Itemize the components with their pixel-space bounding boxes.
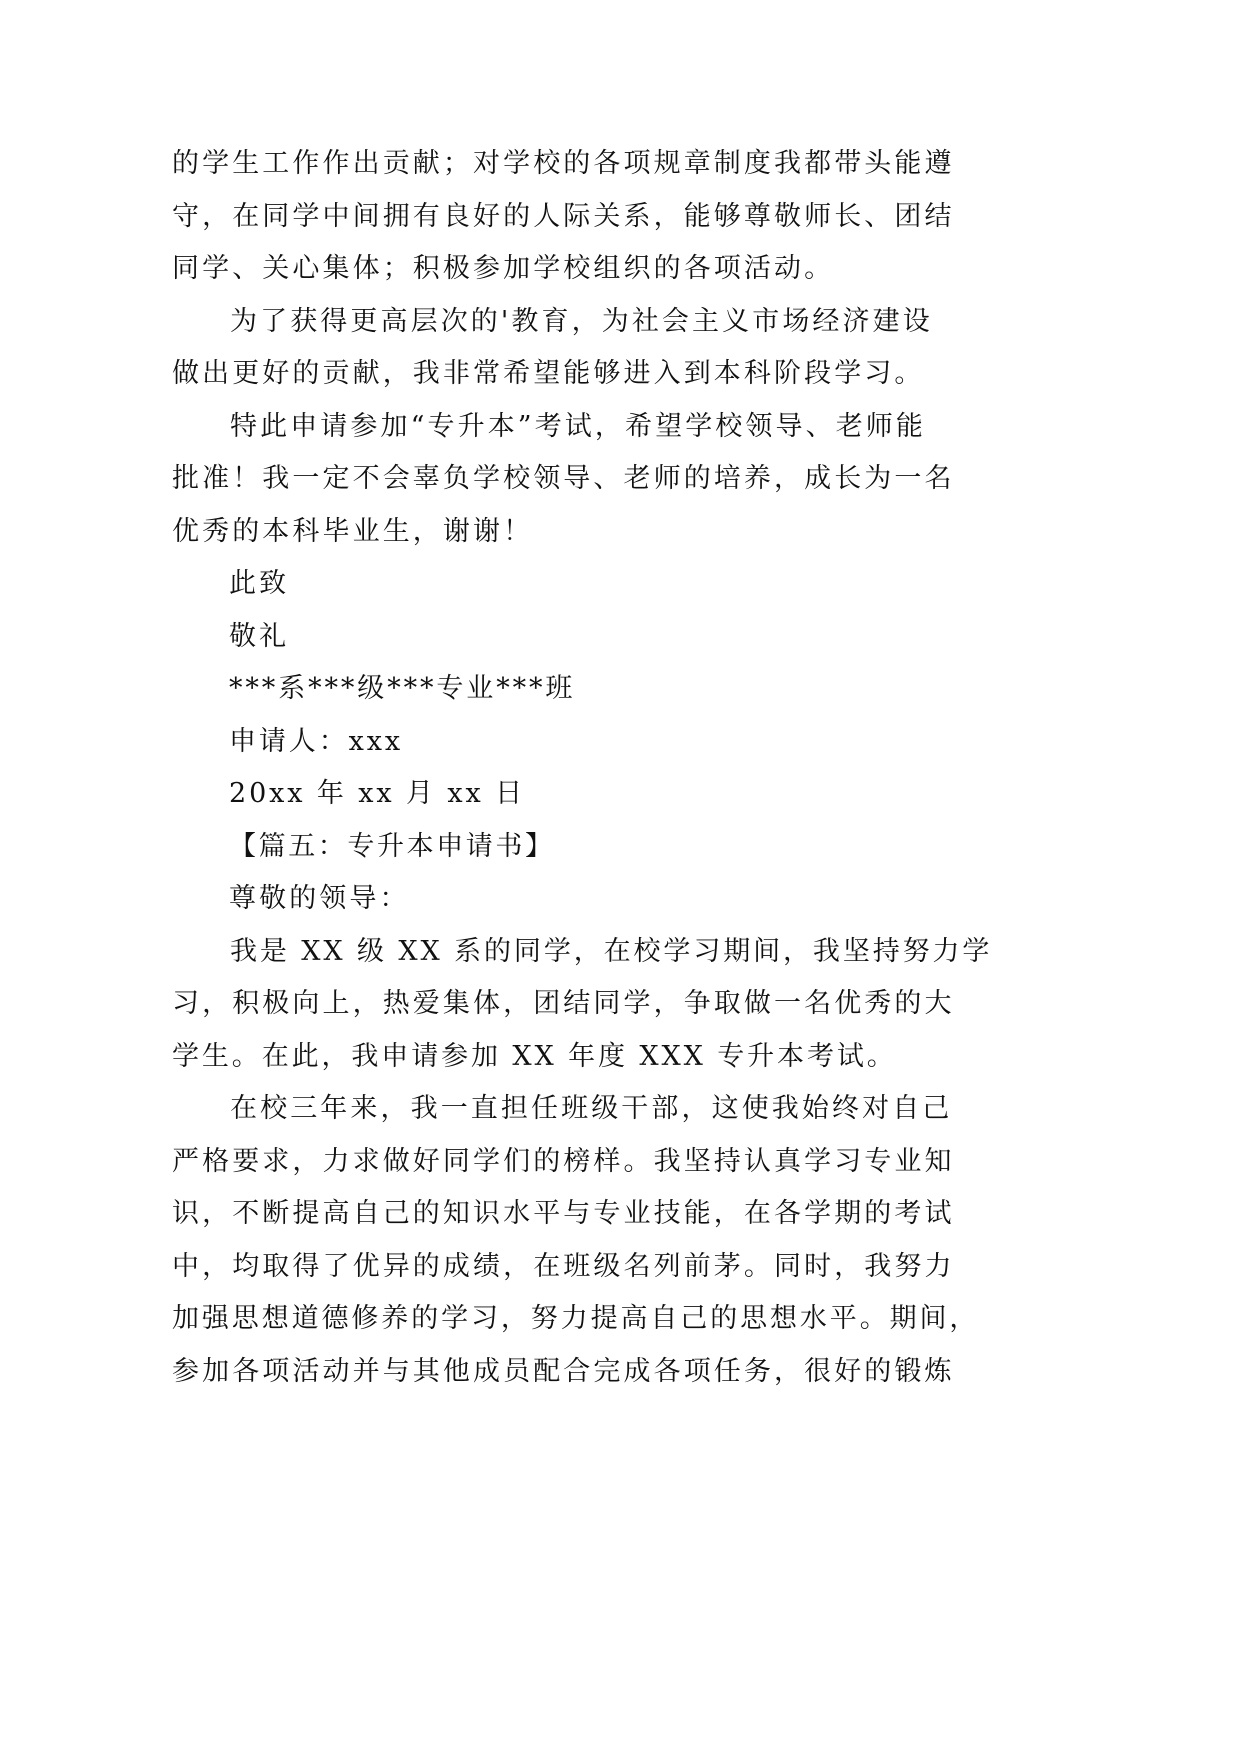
paragraph-line: 在校三年来，我一直担任班级干部，这使我始终对自己 <box>230 1093 953 1124</box>
application-date: 20xx 年 xx 月 xx 日 <box>229 778 526 809</box>
paragraph-line: 我是 XX 级 XX 系的同学，在校学习期间，我坚持努力学 <box>230 935 993 967</box>
paragraph-line: 习，积极向上，热爱集体，团结同学，争取做一名优秀的大 <box>172 988 955 1019</box>
paragraph-line: 同学、关心集体；积极参加学校组织的各项活动。 <box>172 253 835 284</box>
paragraph-line: 学生。在此，我申请参加 XX 年度 XXX 专升本考试。 <box>172 1040 897 1072</box>
applicant-name: 申请人：xxx <box>229 725 403 757</box>
paragraph-line: 加强思想道德修养的学习，努力提高自己的思想水平。期间， <box>172 1303 980 1334</box>
paragraph-line: 严格要求，力求做好同学们的榜样。我坚持认真学习专业知 <box>172 1145 955 1177</box>
document-body <box>172 138 993 1398</box>
closing-salutation: 此致 <box>229 568 290 599</box>
paragraph-line: 批准！我一定不会辜负学校领导、老师的培养，成长为一名 <box>172 463 955 494</box>
paragraph-line: 的学生工作作出贡献；对学校的各项规章制度我都带头能遵 <box>172 148 955 179</box>
closing-regards: 敬礼 <box>229 620 290 652</box>
paragraph-line: 特此申请参加“专升本”考试，希望学校领导、老师能 <box>230 410 927 442</box>
paragraph-line: 优秀的本科毕业生，谢谢！ <box>172 515 534 547</box>
class-information: ***系***级***专业***班 <box>229 673 576 704</box>
paragraph-line: 识，不断提高自己的知识水平与专业技能，在各学期的考试 <box>172 1198 955 1229</box>
paragraph-line: 参加各项活动并与其他成员配合完成各项任务，很好的锻炼 <box>172 1355 955 1387</box>
paragraph-line: 守，在同学中间拥有良好的人际关系，能够尊敬师长、团结 <box>172 200 955 232</box>
letter-greeting: 尊敬的领导： <box>229 883 410 914</box>
paragraph-line: 做出更好的贡献，我非常希望能够进入到本科阶段学习。 <box>172 358 925 389</box>
paragraph-line: 中，均取得了优异的成绩，在班级名列前茅。同时，我努力 <box>172 1250 955 1282</box>
section-heading: 【篇五：专升本申请书】 <box>229 830 555 862</box>
paragraph-line: 为了获得更高层次的'教育，为社会主义市场经济建设 <box>230 305 933 337</box>
